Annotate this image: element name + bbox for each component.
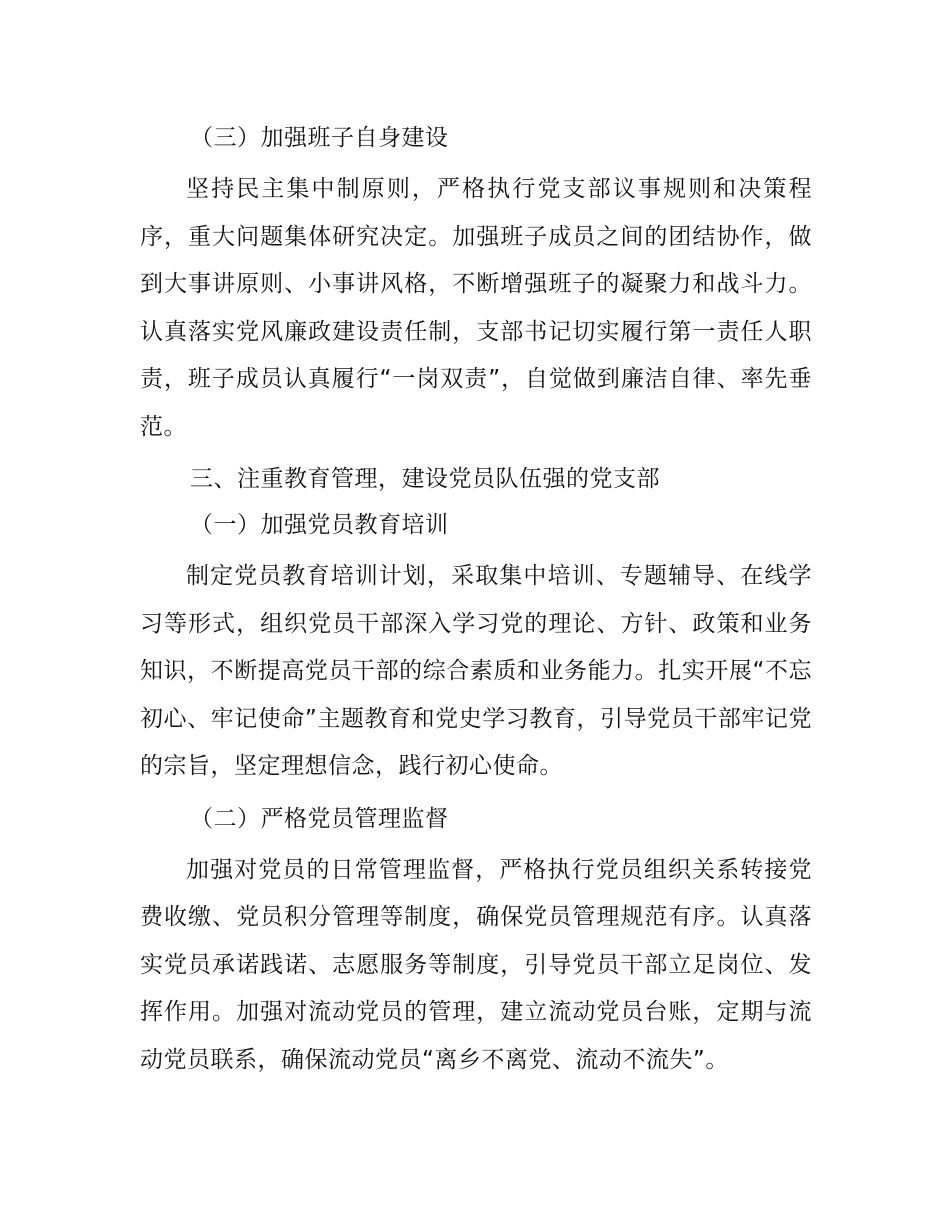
- paragraph-education-training: 制定党员教育培训计划，采取集中培训、专题辅导、在线学习等形式，组织党员干部深入学习党的理论、方针、政策和业务知识，不断提高党员干部的综合素质和业务能力。扎实开展“不忘初心、牢记使命”主题教育和党史学习教育，引导党员干部牢记党的宗旨，坚定理想信念，践行初心使命。: [140, 563, 812, 779]
- chapter-heading-education-management: 三、注重教育管理，建设党员队伍强的党支部: [190, 466, 660, 492]
- paragraph-management-supervision: 加强对党员的日常管理监督，严格执行党员组织关系转接党费收缴、党员积分管理等制度，确保党员管理规范有序。认真落实党员承诺践诺、志愿服务等制度，引导党员干部立足岗位、发挥作用。加强对流动党员的管理，建立流动党员台账，定期与流动党员联系，确保流动党员“离乡不离党、流动不流失”。: [140, 856, 812, 1073]
- section-heading-management-supervision: （二）严格党员管理监督: [190, 805, 449, 832]
- paragraph-team-building: 坚持民主集中制原则，严格执行党支部议事规则和决策程序，重大问题集体研究决定。加强班子成员之间的团结协作，做到大事讲原则、小事讲风格，不断增强班子的凝聚力和战斗力。认真落实党风廉政建设责任制，支部书记切实履行第一责任人职责，班子成员认真履行“一岗双责”，自觉做到廉洁自律、率先垂范。: [140, 176, 812, 440]
- section-heading-education-training: （一）加强党员教育培训: [190, 512, 449, 538]
- document-body: [140, 115, 812, 1084]
- section-heading-team-building: （三）加强班子自身建设: [190, 125, 449, 151]
